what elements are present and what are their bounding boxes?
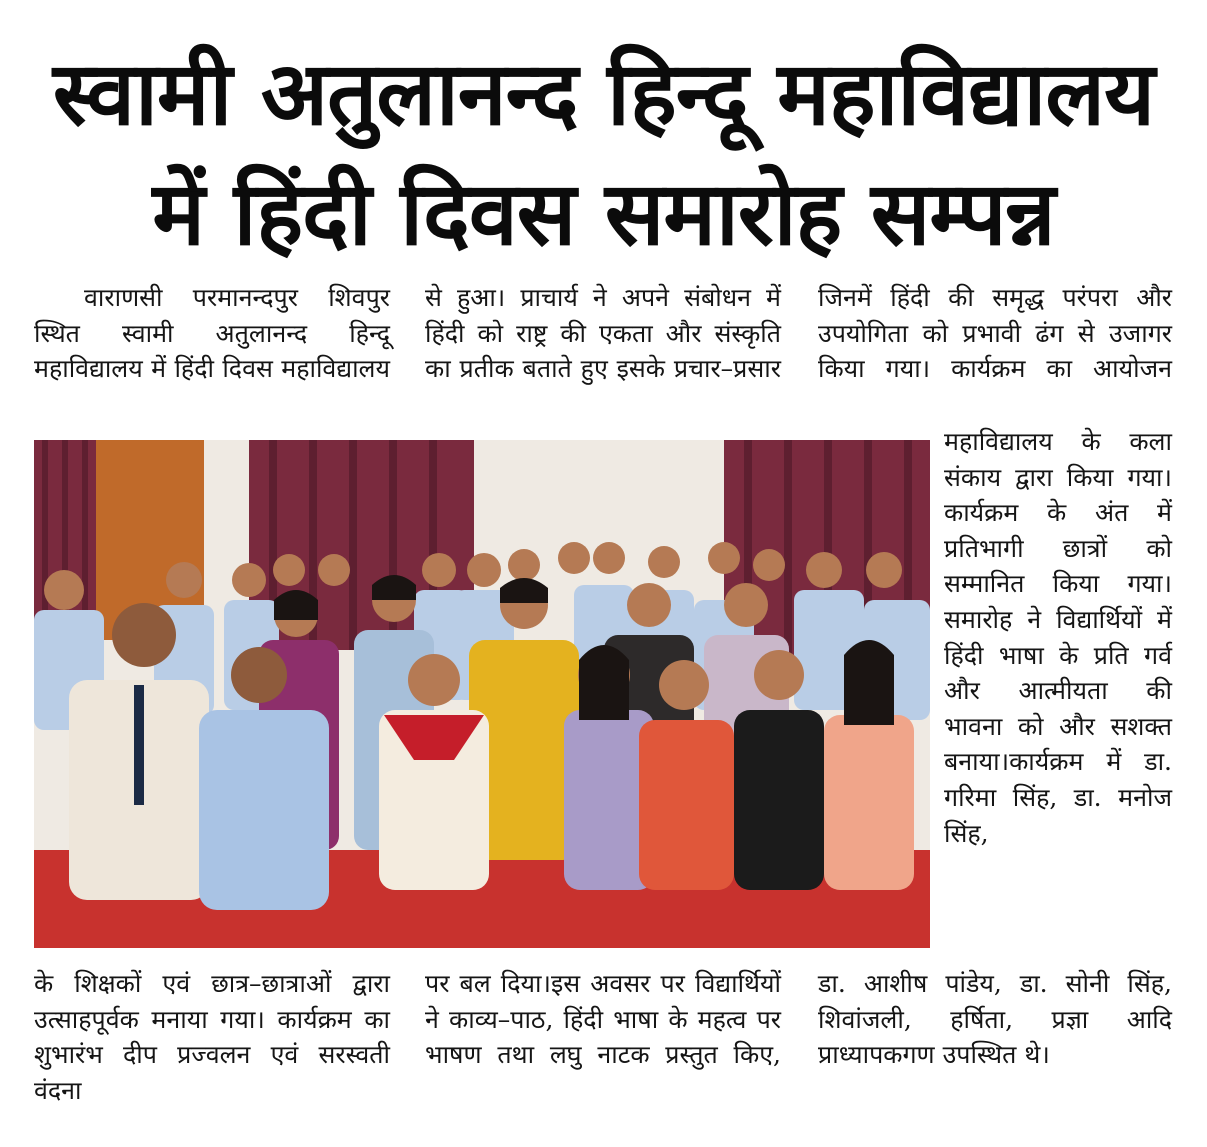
headline-line-1: स्वामी अतुलानन्द हिन्दू महाविद्यालय	[52, 42, 1155, 145]
article-column-1-bottom: के शिक्षकों एवं छात्र–छात्राओं द्वारा उत्साहपूर्वक मनाया गया। कार्यक्रम का शुभारंभ दीप प्रज्वलन एवं सरस्वती वंदना	[34, 969, 390, 1105]
group-photo	[34, 440, 930, 948]
article-column-3-side: महाविद्यालय के कला संकाय द्वारा किया गया। कार्यक्रम के अंत में प्रतिभागी छात्रों को सम्मानित किया गया। समारोह ने विद्यार्थियों में हिंदी भाषा के प्रति गर्व और आत्मीयता की भावना को और सशक्त बनाया।कार्यक्रम में डा. गरिमा सिंह, डा. मनोज सिंह,	[944, 427, 1172, 848]
headline-line-2: में हिंदी दिवस समारोह सम्पन्न	[152, 162, 1055, 265]
article-column-1-top: वाराणसी परमानन्दपुर शिवपुर स्थित स्वामी अतुलानन्द हिन्दू महाविद्यालय में हिंदी दिवस महाविद्यालय	[34, 283, 390, 384]
article-column-2-bottom: पर बल दिया।इस अवसर पर विद्यार्थियों ने काव्य–पाठ, हिंदी भाषा के महत्व पर भाषण तथा लघु नाटक प्रस्तुत किए,	[425, 969, 781, 1070]
article-column-3-top: जिनमें हिंदी की समृद्ध परंपरा और उपयोगिता को प्रभावी ढंग से उजागर किया गया। कार्यक्रम का आयोजन	[818, 283, 1172, 384]
article-column-3-bottom: डा. आशीष पांडेय, डा. सोनी सिंह, शिवांजली, हर्षिता, प्रज्ञा आदि प्राध्यापकगण उपस्थित थे।	[818, 969, 1172, 1070]
article-column-2-top: से हुआ। प्राचार्य ने अपने संबोधन में हिंदी को राष्ट्र की एकता और संस्कृति का प्रतीक बताते हुए इसके प्रचार–प्रसार	[425, 283, 781, 384]
